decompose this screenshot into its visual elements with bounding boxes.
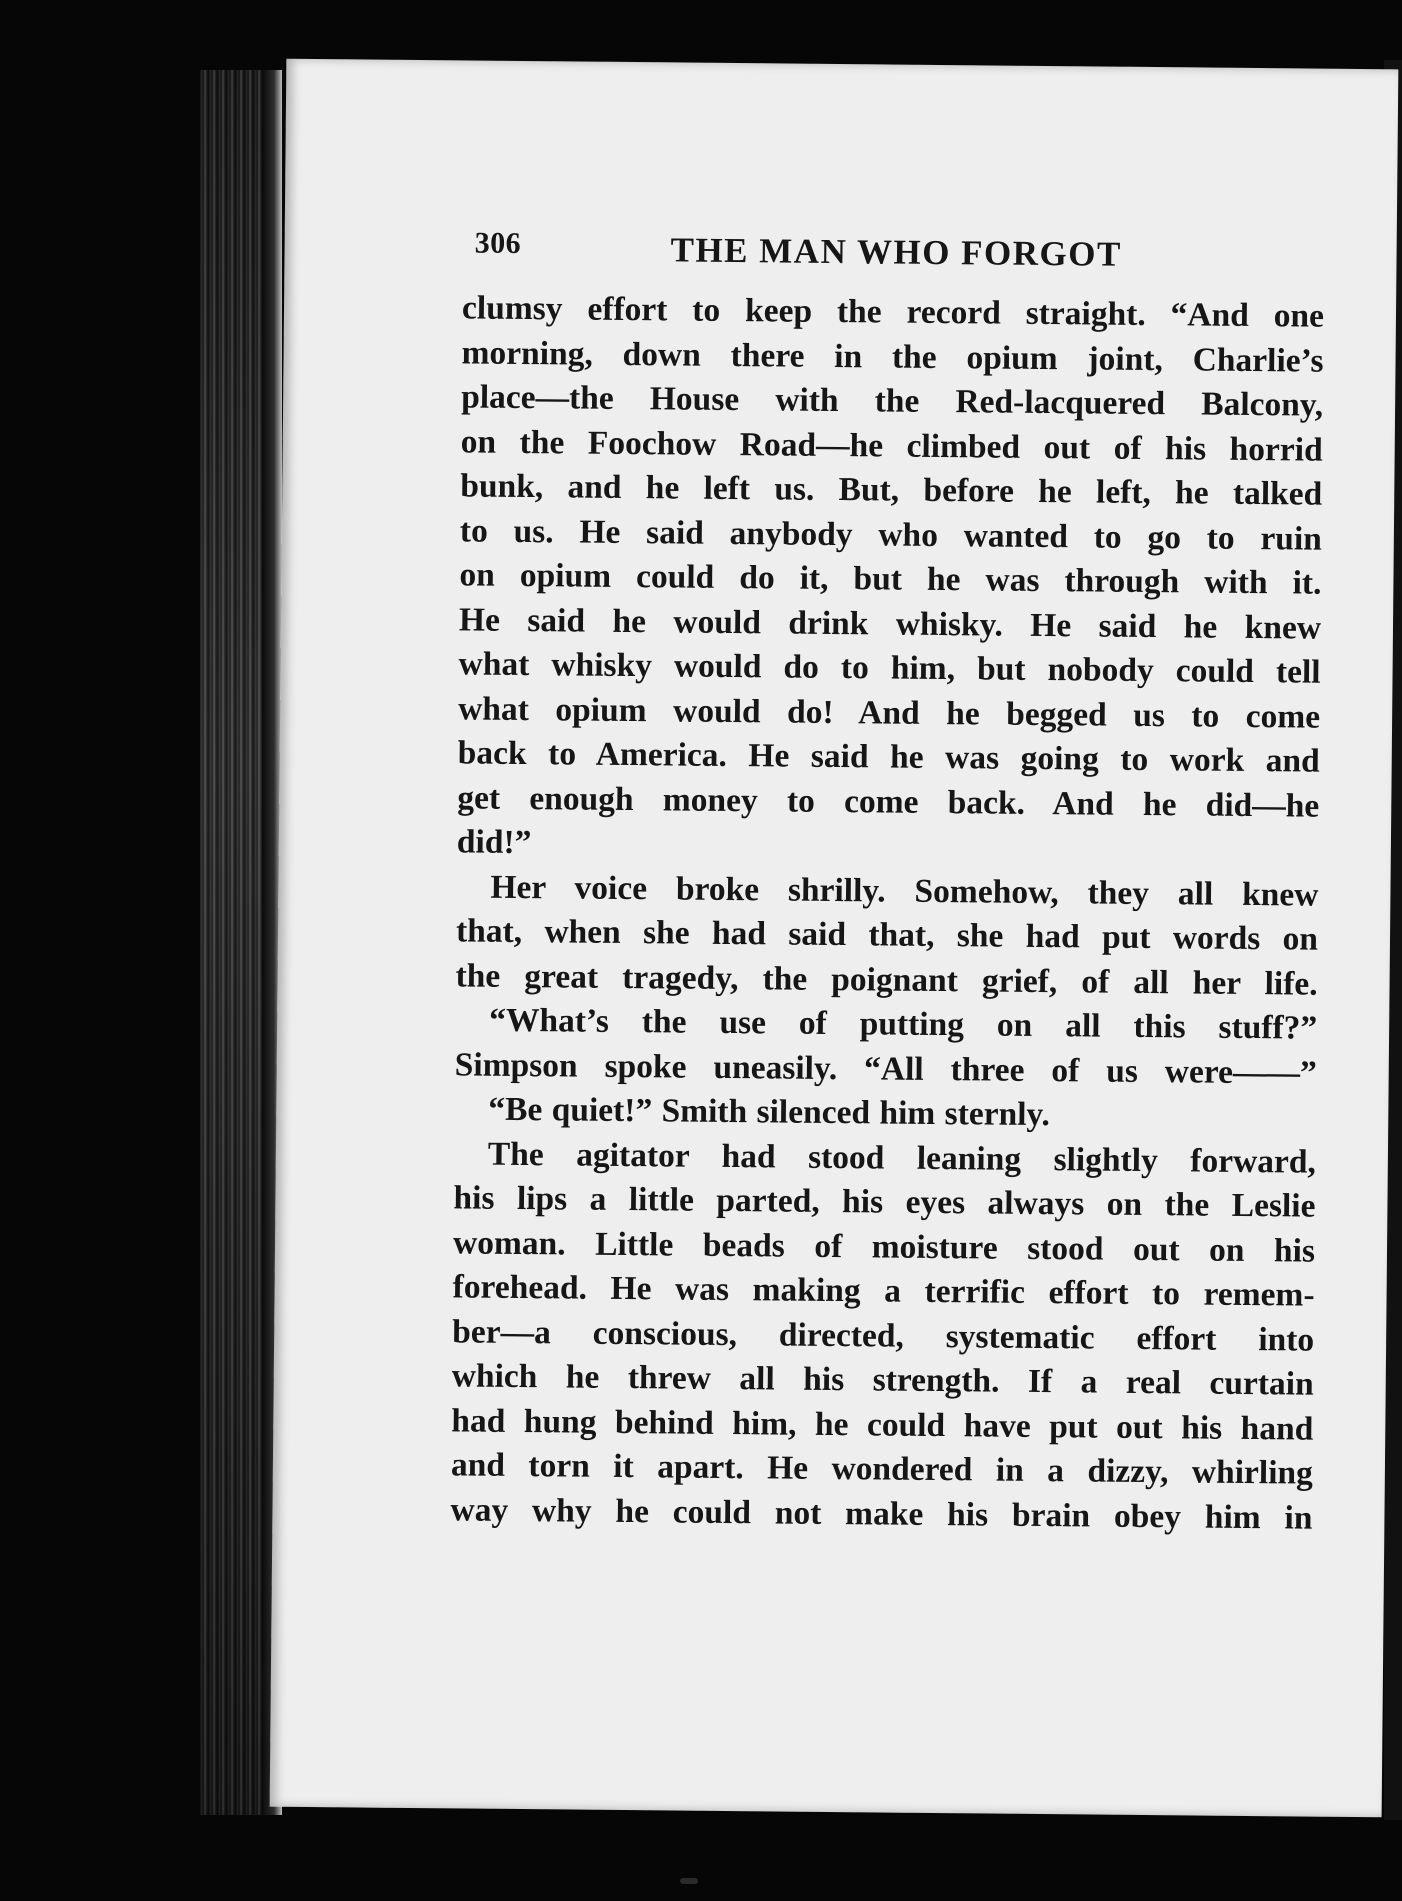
book-page [270,59,1399,1818]
text-line: on the Foochow Road—he climbed out of his horrid [460,422,1323,469]
text-line: had hung behind him, he could have put out his hand [451,1401,1314,1448]
text-line: way why he could not make his brain obey him in [450,1490,1313,1537]
body-text [450,286,1324,1540]
text-line: his lips a little parted, his eyes always on the Leslie [453,1179,1316,1225]
text-line: back to America. He said he was going to work and [457,734,1320,780]
text-line: woman. Little beads of moisture stood out on his [452,1223,1316,1270]
text-line: ber—a conscious, directed, systematic effort into [452,1312,1315,1359]
text-line: “What’s the use of putting on all this stuff?” [489,1001,1318,1047]
text-line: place—the House with the Red-lacquered Balcony, [460,378,1324,424]
book-title: THE MAN WHO FORGOT [670,230,1123,274]
text-line: Her voice broke shrilly. Somehow, they all knew [490,868,1319,914]
text-line: what whisky would do to him, but nobody could tell [458,645,1321,691]
text-line: Simpson spoke uneasily. “All three of us were——” [454,1045,1317,1092]
text-line: that, when she had said that, she had put words on [455,912,1319,958]
text-line: morning, down there in the opium joint, Charlie’s [461,333,1324,380]
text-line: and torn it apart. He wondered in a dizzy, whirling [450,1446,1314,1492]
running-head [474,227,1354,285]
text-line: forehead. He was making a terrific effort to remem- [452,1268,1315,1314]
text-line: He said he would drink whisky. He said he knew [458,600,1322,647]
text-line: what opium would do! And he begged us to come [458,689,1321,736]
page-number: 306 [474,226,522,260]
text-line: “Be quiet!” Smith silenced him sternly. [488,1090,1050,1134]
text-line: to us. He said anybody who wanted to go to ruin [459,511,1323,558]
text-line: The agitator had stood leaning slightly forward, [487,1135,1317,1181]
text-line: clumsy effort to keep the record straight. “And one [461,289,1325,335]
text-line: the great tragedy, the poignant grief, of all her life. [455,956,1318,1003]
text-line: on opium could do it, but he was through with it. [459,556,1322,602]
scan-speck [680,1878,698,1884]
text-line: which he threw all his strength. If a real curtain [451,1357,1314,1403]
text-line: bunk, and he left us. But, before he left, he talked [460,467,1323,513]
text-line: get enough money to come back. And he did—he [457,778,1320,825]
text-line: did!” [456,823,532,862]
